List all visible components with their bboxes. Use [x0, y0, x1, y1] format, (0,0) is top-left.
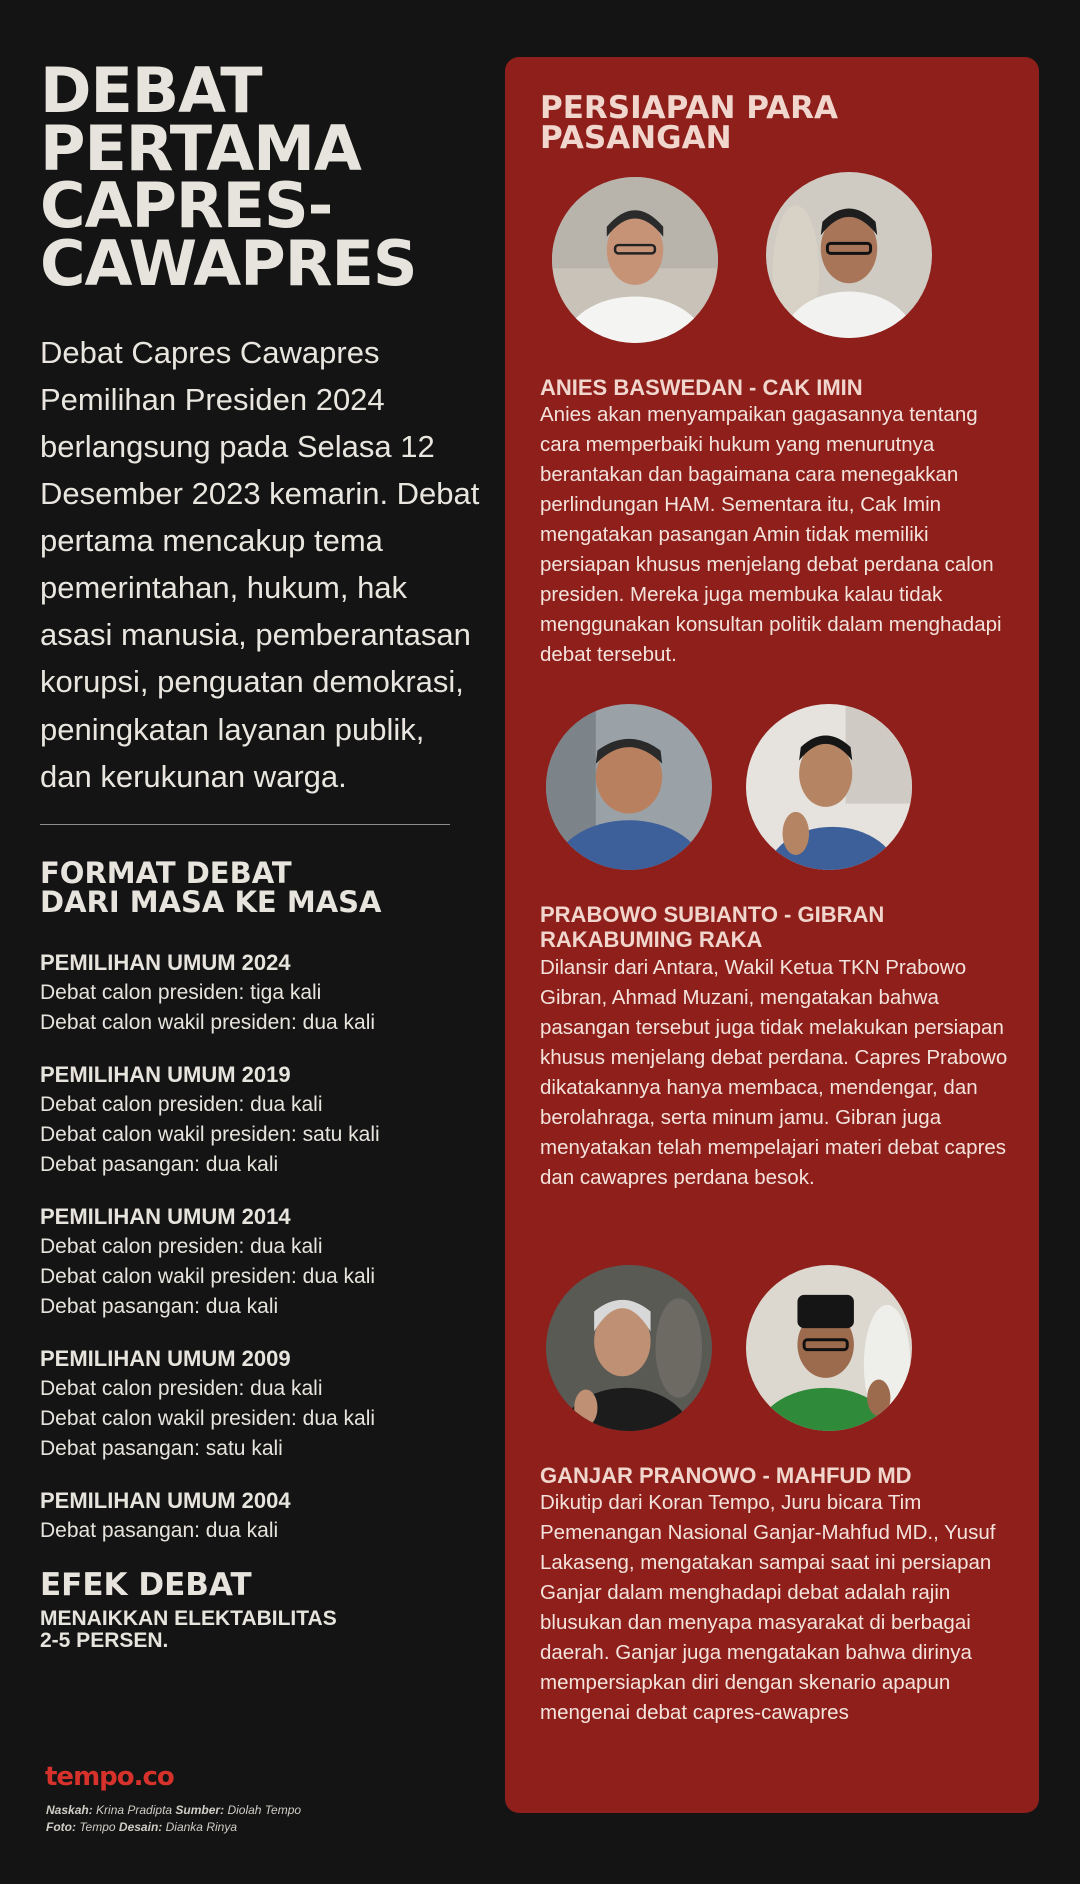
format-item-2019 — [40, 1060, 480, 1180]
page-title — [40, 54, 480, 300]
pair-description: Anies akan menyampaikan gagasannya tentang cara memperbaiki hukum yang menurutnya berantakan dan bagaimana cara menegakkan perlindungan HAM. Sementara itu, Cak Imin mengatakan pasangan Amin tidak memiliki persiapan khusus menjelang debat perdana calon presiden. Mereka juga membuka kalau tidak menggunakan konsultan politik dalam menghadapi debat tersebut. — [540, 403, 1002, 667]
candidate-photo-cak-imin — [766, 172, 932, 338]
format-item-2009 — [40, 1344, 480, 1464]
debate-count: Debat calon wakil presiden: dua kali — [40, 1406, 376, 1430]
candidate-photo-mahfud — [746, 1265, 912, 1431]
debate-count: Debat pasangan: dua kali — [40, 1294, 279, 1318]
portrait-icon — [746, 1265, 912, 1431]
debate-count: Debat calon wakil presiden: dua kali — [40, 1264, 376, 1288]
candidate-photo-anies — [552, 177, 718, 343]
pair-ganjar-mahfud — [540, 1463, 1010, 1728]
efek-heading: EFEK DEBAT — [40, 1566, 252, 1603]
debate-count: Debat pasangan: dua kali — [40, 1152, 279, 1176]
portrait-icon — [546, 704, 712, 870]
format-item-2004 — [40, 1486, 480, 1546]
panel-heading: PERSIAPAN PARA PASANGAN — [540, 90, 838, 157]
pair-name: PRABOWO SUBIANTO - GIBRAN RAKABUMING RAKA — [540, 902, 885, 953]
portrait-icon — [552, 177, 718, 343]
intro-paragraph: Debat Capres Cawapres Pemilihan Presiden 2024 berlangsung pada Selasa 12 Desember 2023 kemarin. Debat pertama mencakup tema pemerintahan, hukum, hak asasi manusia, pemberantasan korupsi, penguatan demokrasi, peningkatan layanan publik, dan kerukunan warga. — [40, 334, 480, 794]
efek-text: MENAIKKAN ELEKTABILITAS 2-5 PERSEN. — [40, 1606, 337, 1653]
tempo-logo: tempo.co — [45, 1762, 174, 1792]
candidates-panel — [505, 57, 1039, 1813]
pair-prabowo-gibran — [540, 902, 1010, 1193]
debate-count: Debat calon presiden: dua kali — [40, 1376, 323, 1400]
election-year: PEMILIHAN UMUM 2004 — [40, 1487, 291, 1513]
format-item-2014 — [40, 1202, 480, 1322]
format-list — [40, 948, 480, 1546]
pair-anies-imin — [540, 375, 1010, 670]
debate-count: Debat calon presiden: dua kali — [40, 1092, 323, 1116]
election-year: PEMILIHAN UMUM 2014 — [40, 1203, 291, 1229]
pair-name: ANIES BASWEDAN - CAK IMIN — [540, 375, 863, 400]
title-line: CAPRES- — [40, 169, 333, 243]
portrait-icon — [766, 172, 932, 338]
election-year: PEMILIHAN UMUM 2024 — [40, 949, 291, 975]
debate-count: Debat calon presiden: tiga kali — [40, 980, 322, 1004]
left-column — [40, 54, 480, 1653]
debate-count: Debat pasangan: satu kali — [40, 1436, 283, 1460]
candidate-photo-prabowo — [546, 704, 712, 870]
candidate-photo-gibran — [746, 704, 912, 870]
debate-count: Debat calon wakil presiden: satu kali — [40, 1122, 380, 1146]
election-year: PEMILIHAN UMUM 2009 — [40, 1345, 291, 1371]
debate-count: Debat pasangan: dua kali — [40, 1518, 279, 1542]
debate-count: Debat calon presiden: dua kali — [40, 1234, 323, 1258]
portrait-icon — [546, 1265, 712, 1431]
portrait-icon — [746, 704, 912, 870]
election-year: PEMILIHAN UMUM 2019 — [40, 1061, 291, 1087]
candidate-photo-ganjar — [546, 1265, 712, 1431]
title-line: CAWAPRES — [40, 226, 417, 300]
format-item-2024 — [40, 948, 480, 1038]
title-line: PERTAMA — [40, 111, 361, 185]
divider — [40, 824, 450, 825]
pair-description: Dikutip dari Koran Tempo, Juru bicara Tim Pemenangan Nasional Ganjar-Mahfud MD., Yusuf Lakaseng, mengatakan sampai saat ini persiapan Ganjar dalam menghadapi debat adalah rajin blusukan dan menyapa masyarakat di berbagai daerah. Ganjar juga mengatakan bahwa dirinya mempersiapkan diri dengan skenario apapun mengenai debat capres-cawapres — [540, 1491, 996, 1725]
format-heading: FORMAT DEBAT DARI MASA KE MASA — [40, 855, 382, 920]
pair-description: Dilansir dari Antara, Wakil Ketua TKN Prabowo Gibran, Ahmad Muzani, mengatakan bahwa pasangan tersebut juga tidak melakukan persiapan khusus menjelang debat perdana. Capres Prabowo dikatakannya hanya membaca, mendengar, dan berolahraga, serta minum jamu. Gibran juga menyatakan telah mempelajari materi debat capres dan cawapres perdana besok. — [540, 955, 1008, 1189]
credits: Naskah: Krina Pradipta Sumber: Diolah Tempo Foto: Tempo Desain: Dianka Rinya — [46, 1803, 302, 1834]
debate-count: Debat calon wakil presiden: dua kali — [40, 1010, 376, 1034]
title-line: DEBAT — [40, 54, 262, 127]
pair-name: GANJAR PRANOWO - MAHFUD MD — [540, 1463, 912, 1488]
